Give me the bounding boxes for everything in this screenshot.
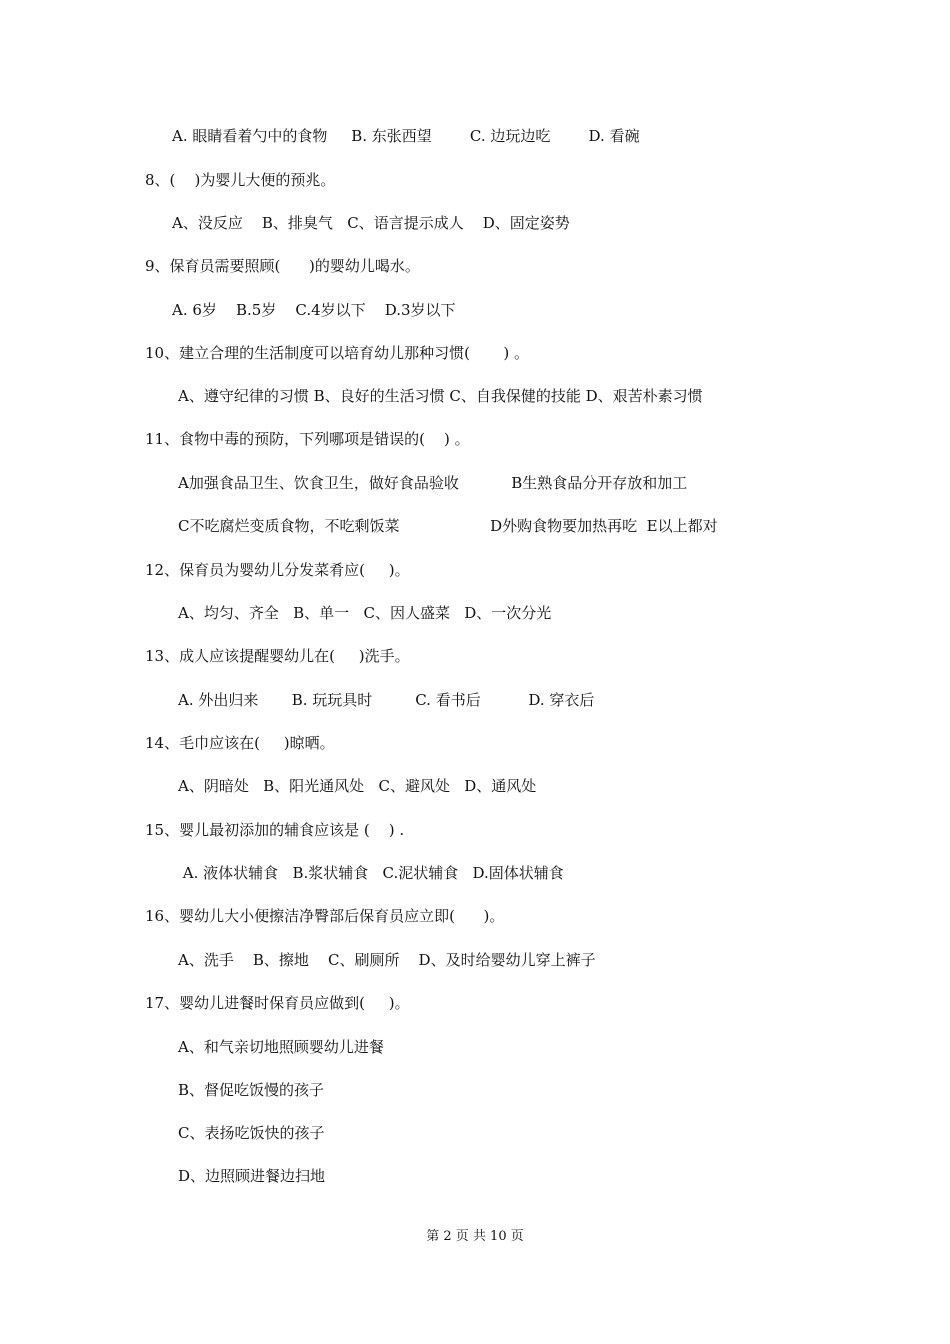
- q12-options: A、均匀、齐全 B、单一 C、因人盛菜 D、一次分光: [178, 604, 552, 622]
- q13-options: A. 外出归来 B. 玩玩具时 C. 看书后 D. 穿衣后: [178, 691, 595, 709]
- q17-option-d: D、边照顾进餐边扫地: [178, 1167, 326, 1185]
- q15-options: A. 液体状辅食 B.浆状辅食 C.泥状辅食 D.固体状辅食: [178, 864, 564, 882]
- q16-options: A、洗手 B、擦地 C、刷厕所 D、及时给婴幼儿穿上裤子: [178, 951, 596, 969]
- q7-options: A. 眼睛看着勺中的食物 B. 东张西望 C. 边玩边吃 D. 看碗: [172, 127, 640, 145]
- question-16: 16、婴幼儿大小便擦洁净臀部后保育员应立即( )。: [145, 907, 505, 925]
- question-15: 15、婴儿最初添加的辅食应该是 ( ) .: [145, 821, 405, 839]
- question-10: 10、建立合理的生活制度可以培育幼儿那种习惯( ) 。: [145, 344, 529, 362]
- q14-options: A、阴暗处 B、阳光通风处 C、避风处 D、通风处: [178, 777, 537, 795]
- question-17: 17、婴幼儿进餐时保育员应做到( )。: [145, 994, 410, 1012]
- q10-options: A、遵守纪律的习惯 B、良好的生活习惯 C、自我保健的技能 D、艰苦朴素习惯: [178, 387, 703, 405]
- question-8: 8、( )为婴儿大便的预兆。: [145, 171, 336, 189]
- q11-options-line-2: C不吃腐烂变质食物，不吃剩饭菜 D外购食物要加热再吃 E以上都对: [178, 517, 718, 535]
- question-11: 11、食物中毒的预防，下列哪项是错误的( ) 。: [145, 430, 470, 448]
- q11-options-line-1: A加强食品卫生、饮食卫生，做好食品验收 B生熟食品分开存放和加工: [178, 474, 688, 492]
- question-9: 9、保育员需要照顾( )的婴幼儿喝水。: [145, 257, 420, 275]
- question-13: 13、成人应该提醒婴幼儿在( )洗手。: [145, 647, 410, 665]
- q17-option-b: B、督促吃饭慢的孩子: [178, 1081, 325, 1099]
- question-14: 14、毛巾应该在( )晾晒。: [145, 734, 335, 752]
- question-12: 12、保育员为婴幼儿分发菜肴应( )。: [145, 561, 410, 579]
- q9-options: A. 6岁 B.5岁 C.4岁以下 D.3岁以下: [172, 301, 456, 319]
- q8-options: A、没反应 B、排臭气 C、语言提示成人 D、固定姿势: [172, 214, 570, 232]
- page-footer: 第 2 页 共 10 页: [426, 1229, 524, 1244]
- q17-option-a: A、和气亲切地照顾婴幼儿进餐: [178, 1038, 384, 1056]
- q17-option-c: C、表扬吃饭快的孩子: [178, 1124, 325, 1142]
